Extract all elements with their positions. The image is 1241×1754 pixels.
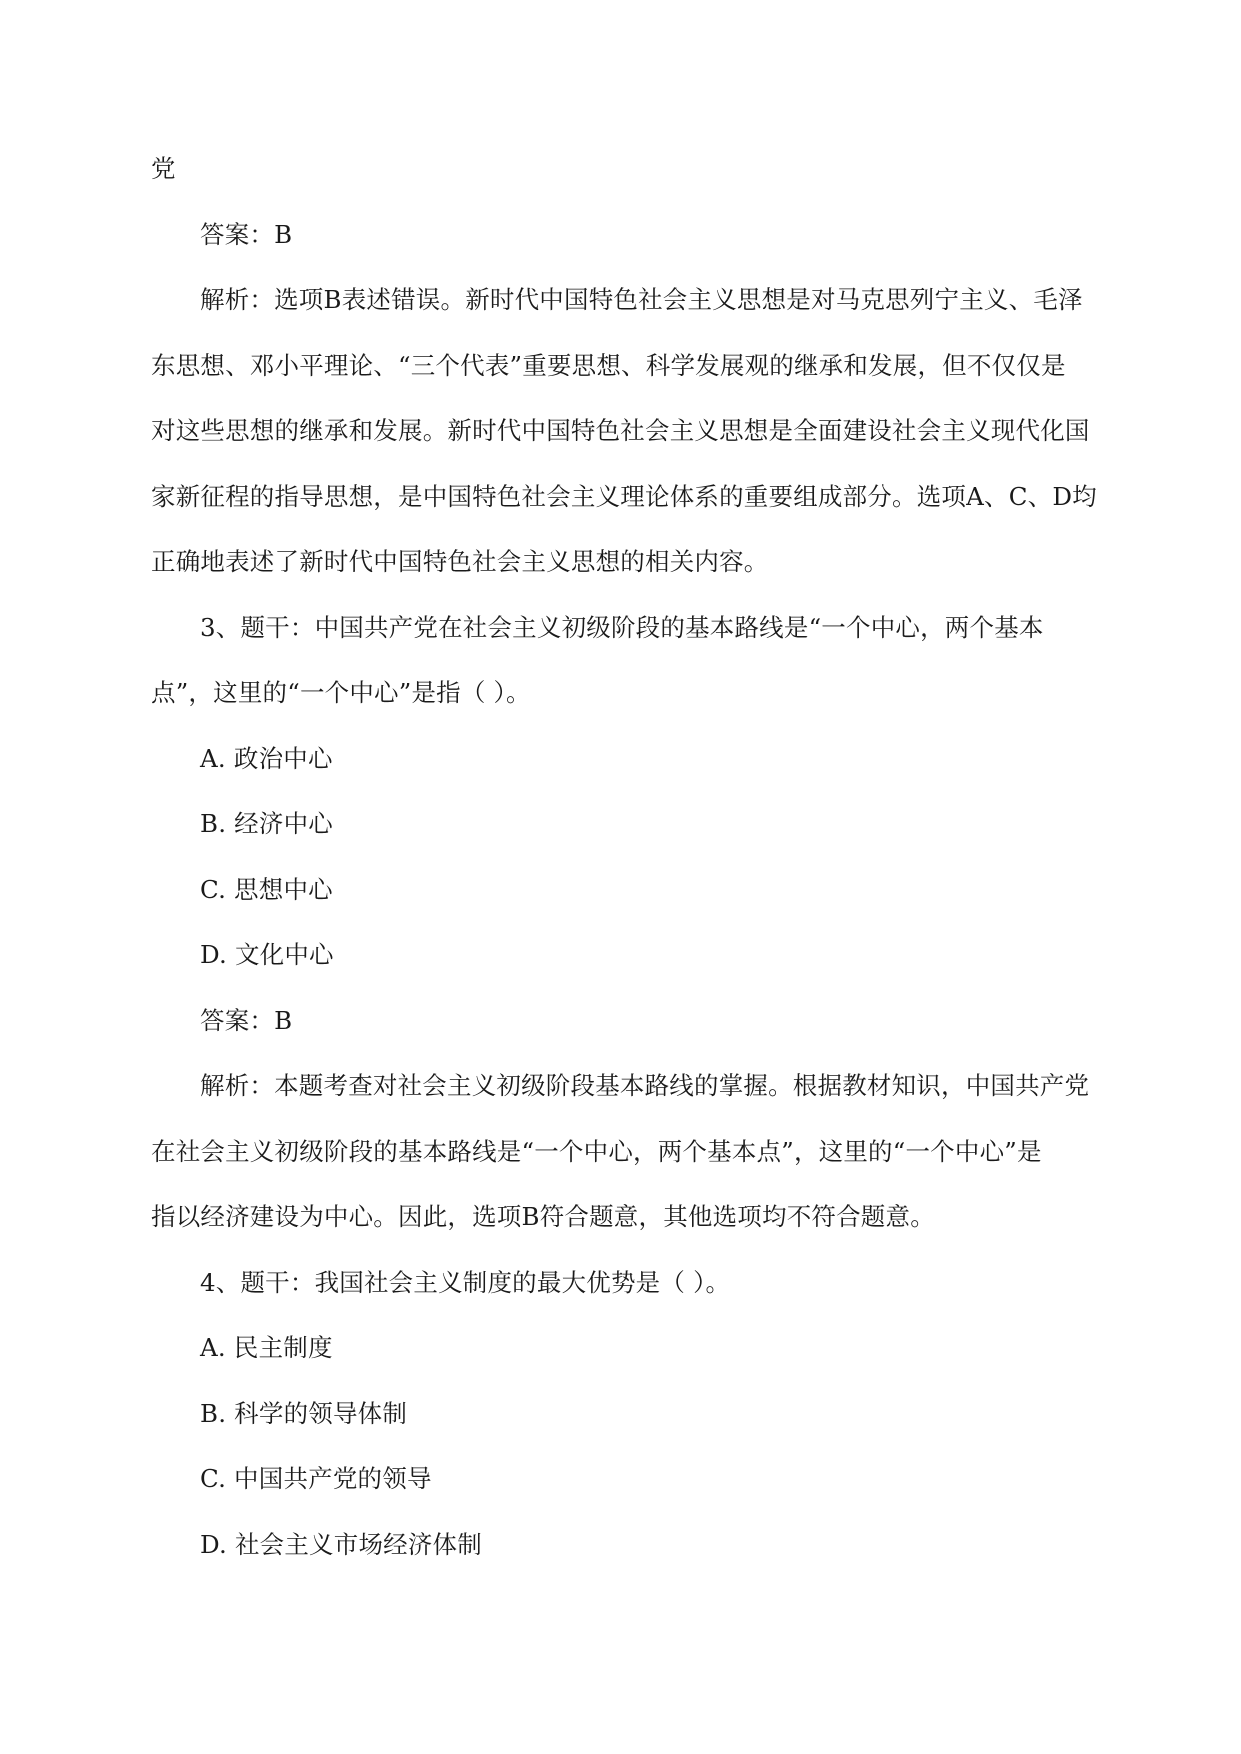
option-a: A. 政治中心 (200, 743, 333, 773)
option-c: C. 中国共产党的领导 (200, 1464, 432, 1493)
analysis-line: 东思想、邓小平理论、“三个代表”重要思想、科学发展观的继承和发展，但不仅仅是 (151, 350, 1066, 380)
option-d: D. 文化中心 (200, 940, 334, 969)
option-a: A. 民主制度 (200, 1333, 333, 1362)
question-stem-line: 3、题干：中国共产党在社会主义初级阶段的基本路线是“一个中心，两个基本 (200, 612, 1044, 642)
analysis-line: 对这些思想的继承和发展。新时代中国特色社会主义思想是全面建设社会主义现代化国 (151, 416, 1090, 445)
answer-line: 答案：B (200, 1005, 293, 1035)
document-page (151, 136, 1097, 1577)
question-stem-line: 点”，这里的“一个中心”是指（ ）。 (151, 678, 531, 707)
option-b: B. 经济中心 (200, 809, 333, 838)
option-b: B. 科学的领导体制 (200, 1398, 408, 1428)
answer-line: 答案：B (200, 219, 293, 249)
text-line-continuation: 党 (151, 154, 176, 183)
question-stem-line: 4、题干：我国社会主义制度的最大优势是（ ）。 (200, 1267, 731, 1297)
analysis-line: 解析：选项B表述错误。新时代中国特色社会主义思想是对马克思列宁主义、毛泽 (200, 285, 1083, 314)
analysis-line: 解析：本题考查对社会主义初级阶段基本路线的掌握。根据教材知识，中国共产党 (200, 1071, 1090, 1100)
analysis-line: 指以经济建设为中心。因此，选项B符合题意，其他选项均不符合题意。 (151, 1202, 935, 1231)
analysis-line: 家新征程的指导思想，是中国特色社会主义理论体系的重要组成部分。选项A、C、D均 (151, 481, 1097, 511)
option-d: D. 社会主义市场经济体制 (200, 1529, 482, 1559)
option-c: C. 思想中心 (200, 874, 333, 904)
analysis-line: 正确地表述了新时代中国特色社会主义思想的相关内容。 (151, 547, 769, 576)
analysis-line: 在社会主义初级阶段的基本路线是“一个中心，两个基本点”，这里的“一个中心”是 (151, 1136, 1042, 1166)
